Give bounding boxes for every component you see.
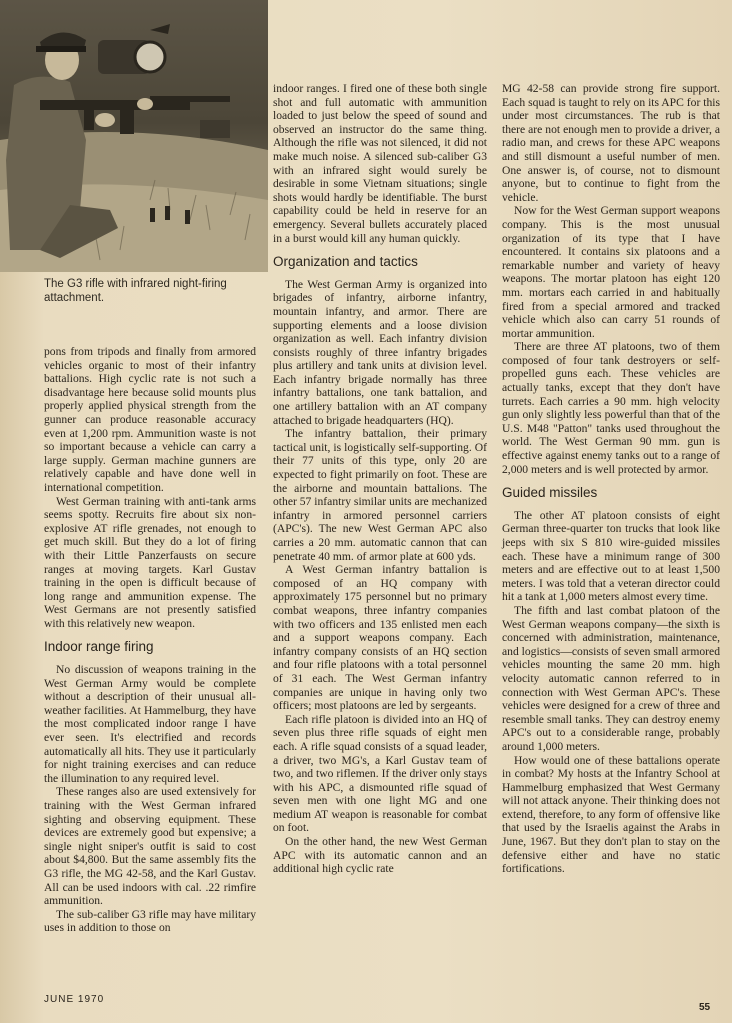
paragraph: No discussion of weapons training in the West German Army would be complete without a description of their unusual all-weather facilities. At Hammelburg, they have the most complicated indoor range I have ever seen. It's electrified and records automatically all hits. They use it particularly for night training exercises and can reduce the illumination to any required level.	[44, 663, 256, 785]
paragraph: MG 42-58 can provide strong fire support. Each squad is taught to rely on its APC for this under most circumstances. The rub is that there are not enough men to provide a driver, a radio man, and crews for these APC weapons and still dismount a useful number of men. One answer is, of course, not to dismount anyone, but to continue to fight from the vehicle.	[502, 82, 720, 204]
paragraph: The West German Army is organized into brigades of infantry, airborne infantry, mountain infantry, and armor. There are supporting elements and a loose division organization as well. Each infantry division consists roughly of three infantry brigades plus artillery and tank units at division level. Each infantry brigade normally has three infantry battalions, one tank battalion, and one artillery battalion with an AT company attached to brigade headquarters (HQ).	[273, 277, 487, 427]
paragraph: Now for the West German support weapons company. This is the most unusual organization of its type that I have encountered. It contains six platoons and a remarkable number and variety of heavy weapons. The mortar platoon has eight 120 mm. mortars each carried in and habitually fired from a special armored and tracked vehicle which also can carry 51 rounds of mortar ammunition.	[502, 204, 720, 340]
article-column-2	[273, 82, 487, 876]
paragraph: How would one of these battalions operate in combat? My hosts at the Infantry School at Hammelburg emphasized that West Germany will not attack anyone. Their thinking does not extend, therefore, to any form of offensive like that used by the Israelis against the Arabs in June, 1967. But they don't plan to stay on the defensive either and have no static fortifications.	[502, 753, 720, 876]
paragraph: There are three AT platoons, two of them composed of four tank destroyers or self-propelled guns each. These vehicles are actually tanks, except that they don't have turrets. Each carries a 90 mm. high velocity gun only slightly less powerful than that of the U.S. M48 "Patton" tanks used throughout the world. The West German 90 mm. gun is effective against enemy tanks out to a range of 2,000 meters and is well protected by armor.	[502, 340, 720, 476]
paragraph: The infantry battalion, their primary tactical unit, is logistically self-supporting. Of their 77 units of this type, only 20 are expected to fight primarily on foot. These are the airborne and mountain battalions. The other 57 infantry similar units are mechanized infantry in armored personnel carriers (APC's). The new West German APC also carries a 20 mm. automatic cannon that can penetrate 40 mm. of armor plate at 600 yds.	[273, 427, 487, 563]
paragraph: Each rifle platoon is divided into an HQ of seven plus three rifle squads of eight men each. A rifle squad consists of a squad leader, a driver, two MG's, a Karl Gustav team of two, and two riflemen. If the driver only stays with his APC, a dismounted rifle squad of seven men with one light MG and one medium AT weapon is reasonable for combat on foot.	[273, 712, 487, 835]
paragraph: pons from tripods and finally from armored vehicles organic to most of their infantry battalions. High cyclic rate is not such a disadvantage here because solid mounts plus properly applied physical strength from the gunner can produce reasonable accuracy even at 1,200 rpm. Ammunition waste is not so important because a vehicle can carry a large supply. German machine gunners are relatively capable and have done well in international competition.	[44, 345, 256, 494]
section-heading-indoor-range: Indoor range firing	[44, 639, 154, 655]
section-heading-guided-missiles: Guided missiles	[502, 485, 598, 501]
article-column-3	[502, 82, 720, 876]
paragraph: On the other hand, the new West German APC with its automatic cannon and an additional high cyclic rate	[273, 835, 487, 876]
rifle-photo	[0, 0, 268, 272]
section-heading-organization: Organization and tactics	[273, 254, 418, 270]
soldier-with-rifle-image	[0, 0, 268, 272]
page-number: 55	[699, 1002, 711, 1013]
paragraph: West German training with anti-tank arms seems spotty. Recruits fire about six non-explosive AT rifle grenades, not enough to get much skill. But they do a lot of firing with their Little Panzerfausts on secure ranges at moving targets. Karl Gustav training in the open is difficult because of long range and ammunition expense. The West Germans are not presently satisfied with this relatively new weapon.	[44, 494, 256, 630]
paragraph: These ranges also are used extensively for training with the West German infrared sighting and observing equipment. These devices are extremely good but expensive; a single night sniper's outfit is said to cost about $4,800. But the same assembly fits the G3 rifle, the MG 42-58, and the Karl Gustav. All can be used indoors with cal. .22 rimfire ammunition.	[44, 785, 256, 908]
photo-caption: The G3 rifle with infrared night-firing attachment.	[44, 278, 227, 304]
issue-date: JUNE 1970	[44, 994, 105, 1005]
paragraph: indoor ranges. I fired one of these both single shot and full automatic with ammunition loaded to just below the speed of sound and observed an instructor do the same thing. Although the rifle was not silenced, it did not make much noise. A silenced sub-caliber G3 with an infrared sight would surely be desirable in some Vietnam situations; single shots would hardly be identifiable. The burst capability could be held in reserve for an emergency. Several bullets accurately placed in a burst would kill any human quickly.	[273, 82, 487, 245]
paragraph: The other AT platoon consists of eight German three-quarter ton trucks that look like jeeps with six S 810 wire-guided missiles each. These have a minimum range of 300 meters and are effective out to at least 1,500 meters. I was told that a veteran director could hit a tank at 1,000 meters almost every time.	[502, 508, 720, 604]
paragraph: A West German infantry battalion is composed of an HQ company with approximately 175 personnel but no primary combat weapons, three infantry companies with two officers and 135 enlisted men each and a support weapons company. Each infantry company consists of an HQ section and four rifle platoons with a total personnel of 31 each. The West German infantry companies are unique in having only two officers; most platoons are led by sergeants.	[273, 563, 487, 713]
article-column-1	[44, 345, 256, 935]
paragraph: The fifth and last combat platoon of the West German weapons company—the sixth is concerned with administration, maintenance, and logistics—consists of seven small armored vehicles mounting the same 20 mm. high velocity automatic cannon referred to in connection with West German APC's. These vehicles were designed for a crew of three and resemble small tanks. They can destroy enemy APC's out to a considerable range, probably around 1,000 meters.	[502, 603, 720, 753]
paragraph: The sub-caliber G3 rifle may have military uses in addition to those on	[44, 907, 256, 935]
